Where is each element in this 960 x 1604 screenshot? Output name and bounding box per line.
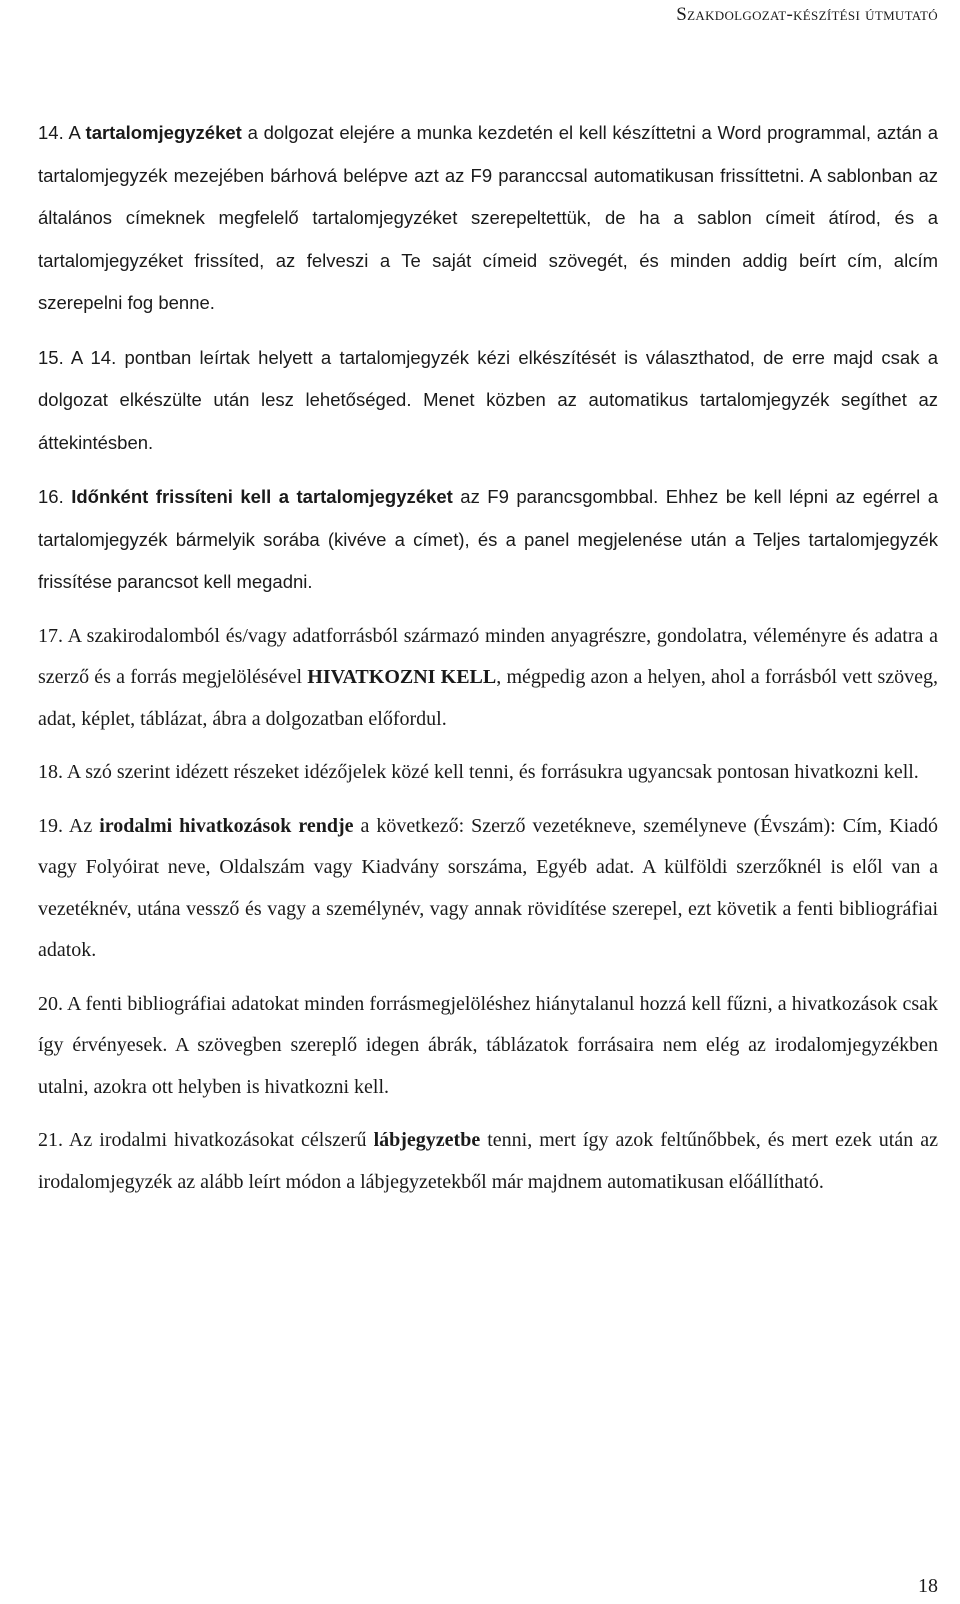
paragraph-text: A bbox=[63, 122, 86, 143]
item-number: 18. bbox=[38, 761, 63, 783]
paragraph-text: az F9 parancsgombbal. Ehhez be kell lépni az egérrel a tartalomjegyzék bármelyik sorába (kivéve a címet), és a panel megjelenése után a Teljes tartalomjegyzék frissítése parancsot kell megadni. bbox=[38, 486, 939, 592]
item-number: 16. bbox=[38, 486, 64, 507]
emphasized-text: Időnként frissíteni kell a tartalomjegyzéket bbox=[71, 486, 453, 507]
paragraph-text: a dolgozat elejére a munka kezdetén el kell készíttetni a Word programmal, aztán a tartalomjegyzék mezejében bárhová belépve azt az F9 paranccsal automatikusan frissíttetni. A sablonban az általános címeknek megfelelő tartalomjegyzéket szerepeltettük, de ha a sablon címeit átírod, és a tartalomjegyzéket frissíted, az felveszi a Te saját címeid szövegét, és minden addig beírt cím, alcím szerepelni fog benne. bbox=[38, 122, 939, 313]
list-item bbox=[38, 752, 938, 794]
running-header bbox=[676, 4, 938, 26]
item-number: 17. bbox=[38, 624, 63, 647]
list-item bbox=[38, 616, 938, 741]
emphasized-text: HIVATKOZNI KELL bbox=[307, 666, 497, 688]
list-item bbox=[38, 112, 938, 325]
emphasized-text: tartalomjegyzéket bbox=[85, 122, 242, 143]
list-item bbox=[38, 1120, 938, 1203]
item-number: 14. bbox=[38, 122, 64, 143]
list-item bbox=[38, 337, 938, 465]
document-body bbox=[38, 112, 938, 1215]
page-number: 18 bbox=[918, 1575, 938, 1597]
paragraph-text: A 14. pontban leírtak helyett a tartalomjegyzék kézi elkészítését is választhatod, de erre majd csak a dolgozat elkészülte után lesz lehetőséged. Menet közben az automatikus tartalomjegyzék segíthet az áttekintésben. bbox=[38, 346, 938, 453]
item-number: 15. bbox=[38, 346, 64, 368]
list-item bbox=[38, 984, 938, 1109]
item-number: 19. bbox=[38, 814, 63, 837]
paragraph-text: A fenti bibliográfiai adatokat minden forrásmegjelöléshez hiánytalanul hozzá kell fűzni, a hivatkozások csak így érvényesek. A szövegben szereplő idegen ábrák, táblázatok forrásaira nem elég az irodalomjegyzékben utalni, azokra ott helyben is hivatkozni kell. bbox=[38, 992, 938, 1098]
paragraph-text: a következő: Szerző vezetékneve, személyneve (Évszám): Cím, Kiadó vagy Folyóirat neve, Oldalszám vagy Kiadvány sorszáma, Egyéb adat. A külföldi szerzőknél is elől van a vezetéknév, utána vessző és vagy a személynév, vagy annak rövidítése szerepel, ezt követik a fenti bibliográfiai adatok. bbox=[38, 814, 939, 961]
list-item bbox=[38, 476, 938, 604]
item-number: 21. bbox=[38, 1129, 63, 1151]
list-item bbox=[38, 806, 938, 972]
paragraph-text: tenni, mert így azok feltűnőbbek, és mert ezek után az irodalomjegyzék az alább leírt módon a lábjegyzetekből már majdnem automatikusan előállítható. bbox=[38, 1129, 939, 1193]
emphasized-text: lábjegyzetbe bbox=[373, 1129, 481, 1151]
emphasized-text: irodalmi hivatkozások rendje bbox=[99, 814, 354, 837]
paragraph-text: Az bbox=[63, 814, 100, 837]
paragraph-text: Az irodalmi hivatkozásokat célszerű bbox=[63, 1129, 374, 1151]
item-number: 20. bbox=[38, 992, 63, 1015]
paragraph-text: A szó szerint idézett részeket idézőjelek közé kell tenni, és forrásukra ugyancsak pontosan hivatkozni kell. bbox=[63, 761, 919, 783]
paragraph-text: A szakirodalomból és/vagy adatforrásból származó minden anyagrészre, gondolatra, véleményre és adatra a szerző és a forrás megjelölésével bbox=[38, 624, 938, 688]
running-header-title: Szakdolgozat-készítési útmutató bbox=[676, 4, 938, 25]
paragraph-text: , mégpedig azon a helyen, ahol a forrásból vett szöveg, adat, képlet, táblázat, ábra a dolgozatban előfordul. bbox=[38, 666, 939, 730]
